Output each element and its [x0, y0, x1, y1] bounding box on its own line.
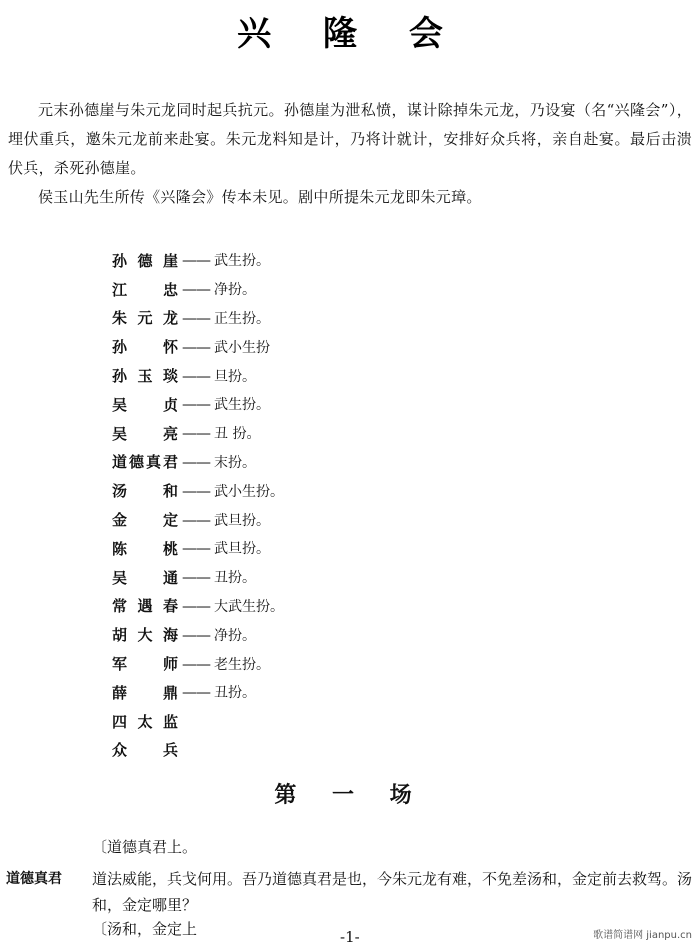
- cast-role: 四太监: [112, 712, 178, 731]
- page-number: -1-: [340, 928, 360, 946]
- dialogue-block: [6, 866, 692, 918]
- cast-entry: [112, 678, 284, 707]
- cast-entry: [112, 275, 284, 304]
- cast-role: 江忠: [112, 280, 178, 299]
- cast-entry: [112, 534, 284, 563]
- cast-role: 金定: [112, 511, 178, 530]
- cast-entry: [112, 707, 284, 736]
- cast-dash: ——: [182, 395, 210, 414]
- cast-role-type: 丑扮。: [214, 570, 256, 587]
- cast-entry: [112, 592, 284, 621]
- cast-dash: ——: [182, 366, 210, 385]
- dialogue-text: 道法威能，兵戈何用。吾乃道德真君是也，今朱元龙有难，不免差汤和，金定前去救驾。汤和，金定哪里？: [92, 870, 693, 914]
- play-title: 兴 隆 会: [237, 14, 463, 54]
- cast-role-type: 武旦扮。: [214, 541, 270, 558]
- cast-entry: [112, 563, 284, 592]
- cast-role: 孙玉琰: [112, 367, 178, 386]
- cast-list: [112, 246, 284, 764]
- cast-entry: [112, 505, 284, 534]
- cast-role: 道德真君: [112, 453, 178, 472]
- cast-role: 常遇春: [112, 597, 178, 616]
- cast-role-type: 正生扮。: [214, 310, 270, 327]
- cast-role: 众兵: [112, 741, 178, 760]
- cast-role-type: 丑扮。: [214, 685, 256, 702]
- cast-role-type: 净扮。: [214, 627, 256, 644]
- scene-title: 第 一 场: [274, 783, 426, 808]
- cast-entry: [112, 620, 284, 649]
- cast-role: 军师: [112, 655, 178, 674]
- cast-entry: [112, 246, 284, 275]
- cast-role: 胡大海: [112, 626, 178, 645]
- cast-entry: [112, 332, 284, 361]
- cast-role: 孙德崖: [112, 251, 178, 270]
- cast-dash: ——: [182, 510, 210, 529]
- cast-role-type: 老生扮。: [214, 656, 270, 673]
- watermark: 歌谱简谱网 jianpu.cn: [593, 930, 692, 941]
- cast-role: 吴亮: [112, 424, 178, 443]
- cast-role-type: 武生扮。: [214, 253, 270, 270]
- cast-role-type: 武小生扮。: [214, 483, 284, 500]
- synopsis-paragraph: 侯玉山先生所传《兴隆会》传本未见。剧中所提朱元龙即朱元璋。: [38, 188, 482, 206]
- cast-dash: ——: [182, 280, 210, 299]
- cast-role-type: 净扮。: [214, 282, 256, 299]
- cast-role: 朱元龙: [112, 309, 178, 328]
- cast-role-type: 丑 扮。: [214, 426, 261, 443]
- cast-role: 吴通: [112, 568, 178, 587]
- cast-dash: ——: [182, 568, 210, 587]
- synopsis-paragraph: 元末孙德崖与朱元龙同时起兵抗元。孙德崖为泄私愤，谋计除掉朱元龙，乃设宴（名“兴隆会”），埋伏重兵，邀朱元龙前来赴宴。朱元龙料知是计，乃将计就计，安排好众兵将，亲自赴宴。最后击溃伏兵，杀死孙德崖。: [8, 101, 692, 177]
- cast-dash: ——: [182, 683, 210, 702]
- cast-entry: [112, 448, 284, 477]
- synopsis: [8, 96, 692, 212]
- cast-dash: ——: [182, 308, 210, 327]
- cast-role-type: 大武生扮。: [214, 598, 284, 615]
- cast-dash: ——: [182, 337, 210, 356]
- cast-entry: [112, 736, 284, 765]
- cast-role-type: 武生扮。: [214, 397, 270, 414]
- cast-role-type: 武小生扮: [214, 339, 270, 356]
- cast-dash: ——: [182, 596, 210, 615]
- cast-dash: ——: [182, 452, 210, 471]
- cast-dash: ——: [182, 539, 210, 558]
- cast-role: 汤和: [112, 482, 178, 501]
- cast-role: 陈桃: [112, 539, 178, 558]
- cast-dash: ——: [182, 654, 210, 673]
- cast-dash: ——: [182, 625, 210, 644]
- cast-role-type: 末扮。: [214, 454, 256, 471]
- cast-role: 吴贞: [112, 395, 178, 414]
- cast-entry: [112, 390, 284, 419]
- cast-entry: [112, 476, 284, 505]
- cast-dash: ——: [182, 251, 210, 270]
- cast-role: 薛鼎: [112, 683, 178, 702]
- cast-role: 孙怀: [112, 338, 178, 357]
- cast-entry: [112, 419, 284, 448]
- cast-entry: [112, 649, 284, 678]
- cast-entry: [112, 361, 284, 390]
- stage-direction: 〔道德真君上。: [92, 838, 198, 856]
- cast-dash: ——: [182, 424, 210, 443]
- cast-entry: [112, 304, 284, 333]
- speaker-name: 道德真君: [6, 871, 62, 887]
- cast-role-type: 武旦扮。: [214, 512, 270, 529]
- cast-dash: ——: [182, 481, 210, 500]
- cast-role-type: 旦扮。: [214, 368, 256, 385]
- stage-direction: 〔汤和，金定上: [92, 920, 198, 938]
